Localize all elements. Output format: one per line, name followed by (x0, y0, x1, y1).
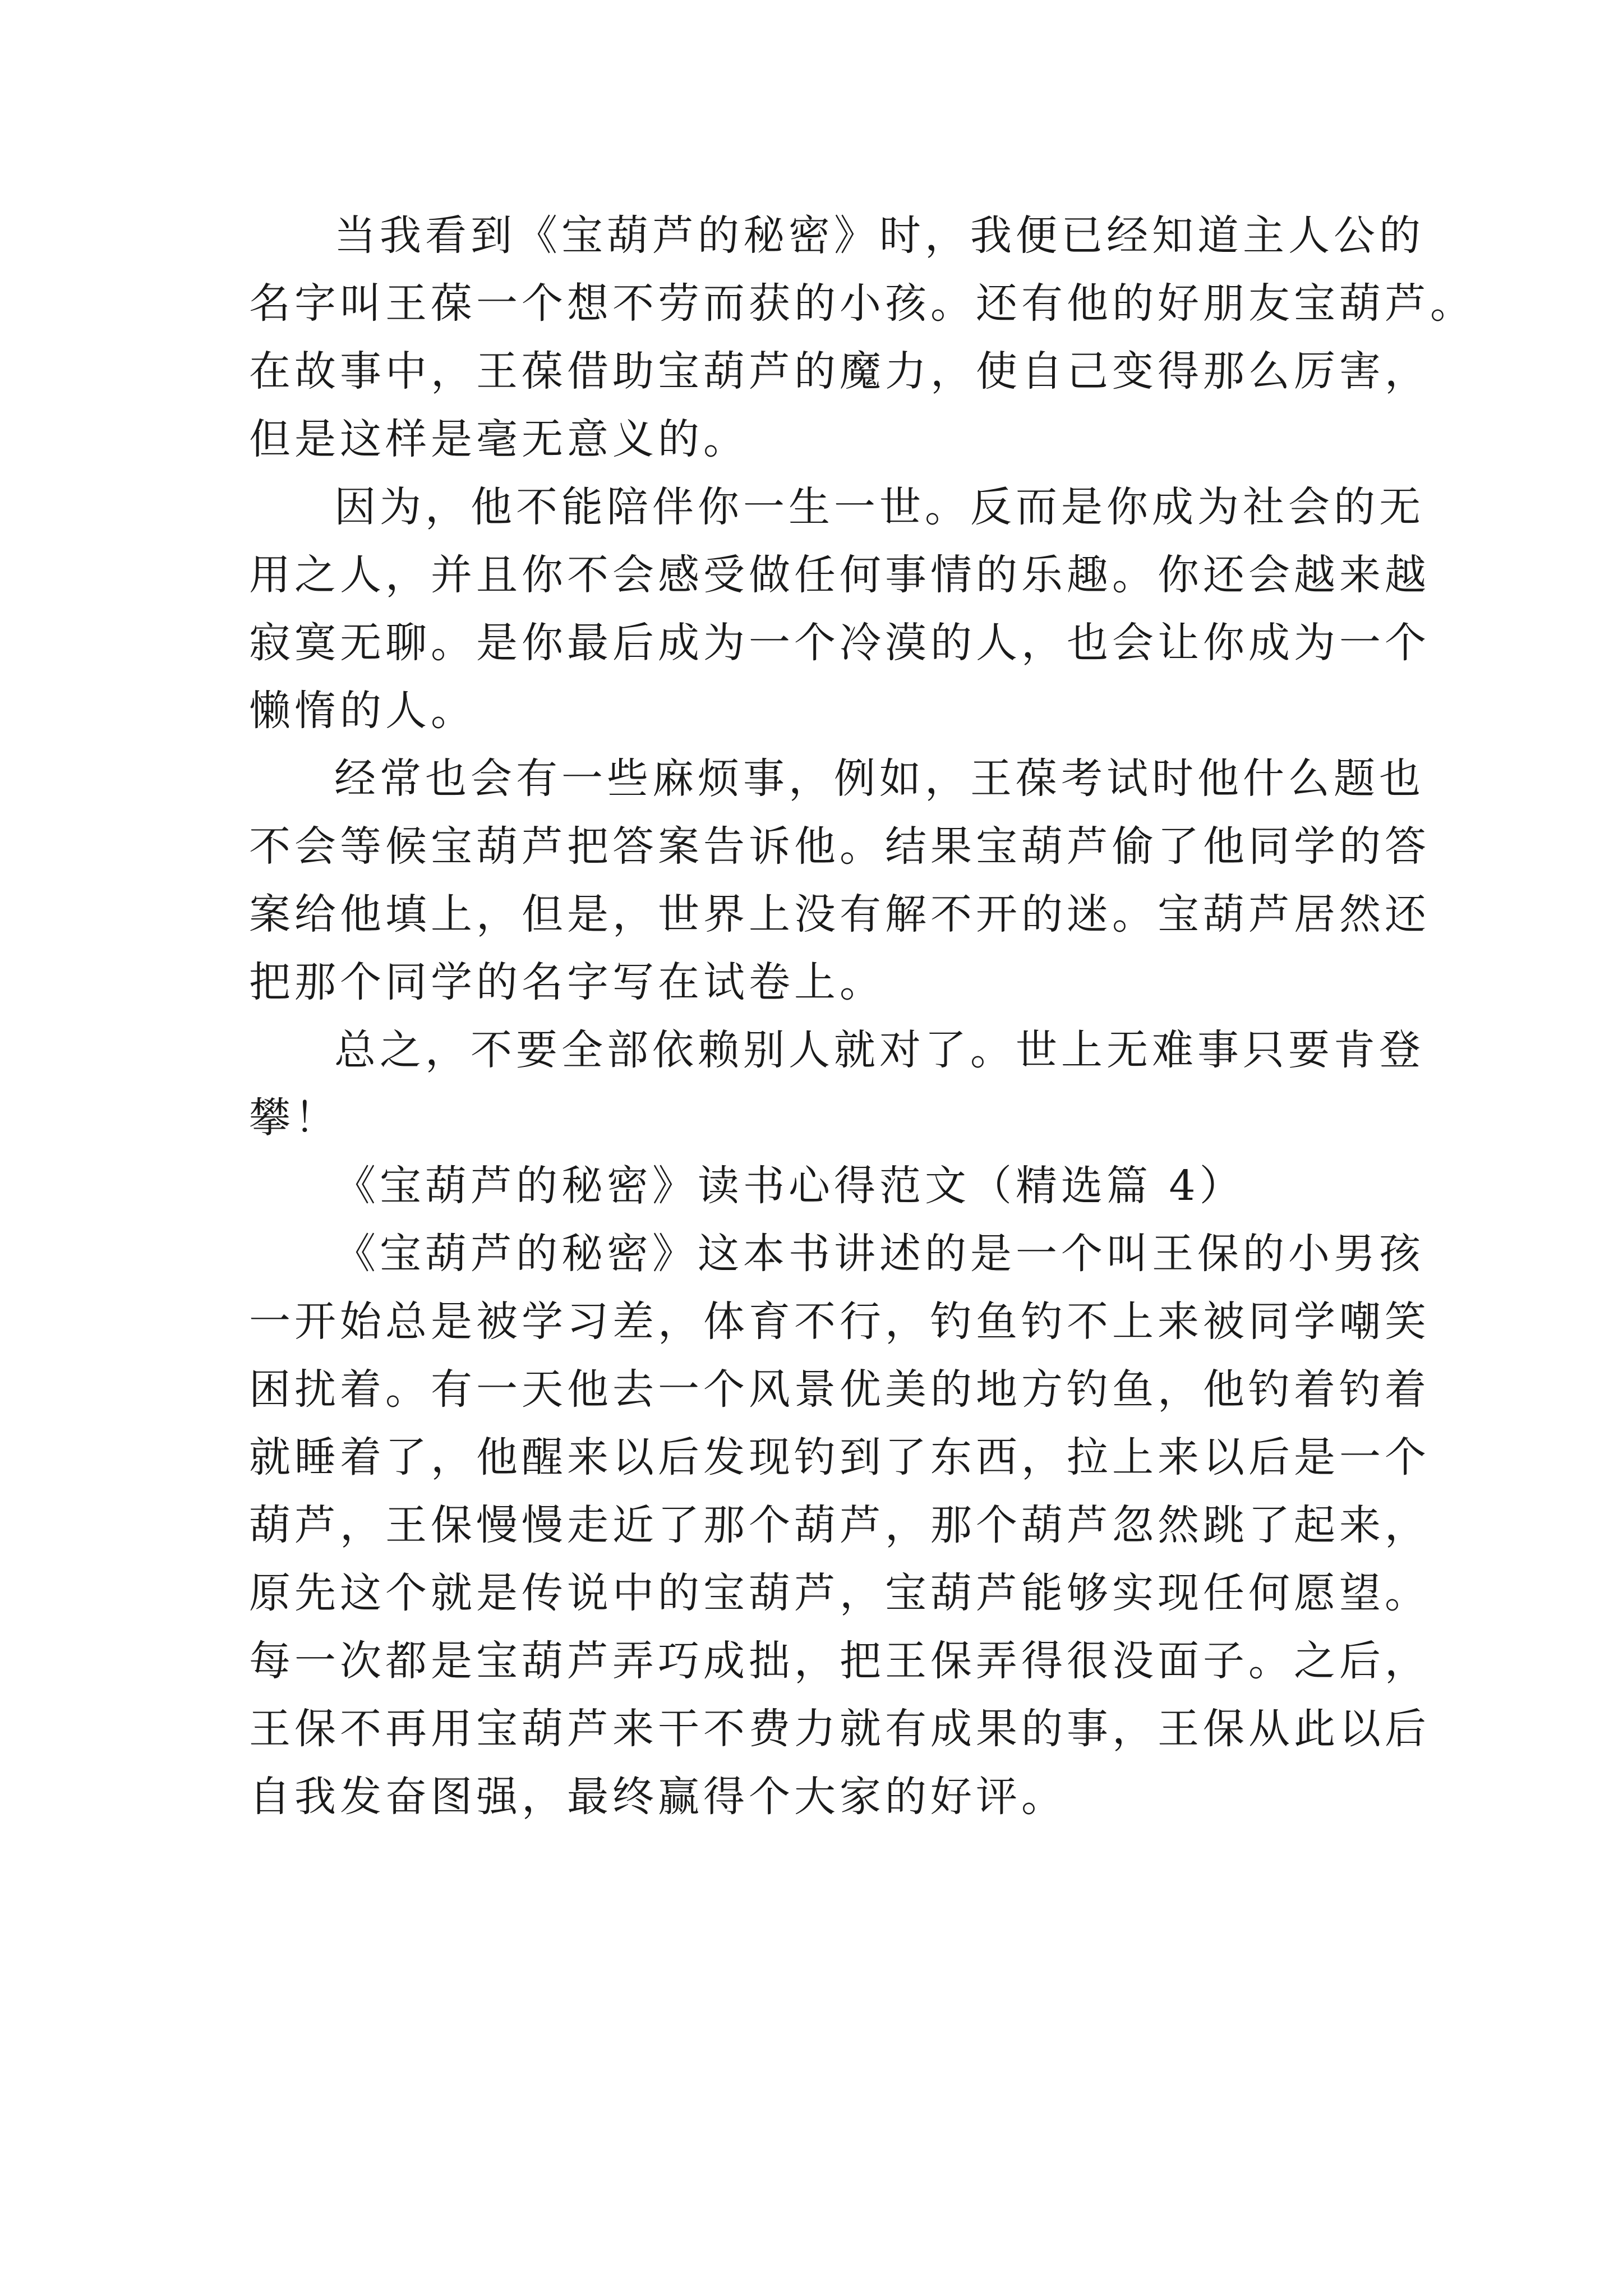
section-heading: 《宝葫芦的秘密》读书心得范文（精选篇 4） (334, 1162, 1245, 1210)
paragraph-5-line-5: 葫芦，王保慢慢走近了那个葫芦，那个葫芦忽然跳了起来， (249, 1501, 1430, 1549)
paragraph-5-line-2: 一开始总是被学习差，体育不行，钓鱼钓不上来被同学嘲笑 (249, 1297, 1430, 1346)
paragraph-2-line-4: 懒惰的人。 (249, 687, 476, 735)
paragraph-5-line-4: 就睡着了，他醒来以后发现钓到了东西，拉上来以后是一个 (249, 1433, 1430, 1481)
paragraph-3-line-4: 把那个同学的名字写在试卷上。 (249, 958, 885, 1006)
paragraph-1-line-4: 但是这样是毫无意义的。 (249, 415, 749, 463)
paragraph-3-line-3: 案给他填上，但是，世界上没有解不开的迷。宝葫芦居然还 (249, 890, 1430, 938)
paragraph-2-line-3: 寂寞无聊。是你最后成为一个冷漠的人，也会让你成为一个 (249, 619, 1430, 667)
document-body (249, 202, 1476, 1831)
paragraph-5-line-3: 困扰着。有一天他去一个风景优美的地方钓鱼，他钓着钓着 (249, 1365, 1430, 1414)
paragraph-4-line-2: 攀！ (249, 1094, 340, 1142)
paragraph-1-line-3: 在故事中，王葆借助宝葫芦的魔力，使自己变得那么厉害， (249, 347, 1430, 395)
paragraph-3-line-2: 不会等候宝葫芦把答案告诉他。结果宝葫芦偷了他同学的答 (249, 822, 1430, 871)
paragraph-2-line-2: 用之人，并且你不会感受做任何事情的乐趣。你还会越来越 (249, 551, 1430, 599)
paragraph-3-line-1: 经常也会有一些麻烦事，例如，王葆考试时他什么题也 (334, 754, 1424, 803)
paragraph-4-line-1: 总之，不要全部依赖别人就对了。世上无难事只要肯登 (334, 1026, 1424, 1074)
paragraph-5-line-6: 原先这个就是传说中的宝葫芦，宝葫芦能够实现任何愿望。 (249, 1569, 1430, 1617)
paragraph-5-line-1: 《宝葫芦的秘密》这本书讲述的是一个叫王保的小男孩 (334, 1230, 1424, 1278)
paragraph-1-line-1: 当我看到《宝葫芦的秘密》时，我便已经知道主人公的 (334, 211, 1424, 260)
paragraph-2-line-1: 因为，他不能陪伴你一生一世。反而是你成为社会的无 (334, 483, 1424, 531)
paragraph-5-line-7: 每一次都是宝葫芦弄巧成拙，把王保弄得很没面子。之后， (249, 1637, 1430, 1685)
paragraph-1-line-2: 名字叫王葆一个想不劳而获的小孩。还有他的好朋友宝葫芦。 (249, 279, 1476, 328)
paragraph-5-line-9: 自我发奋图强，最终赢得个大家的好评。 (249, 1773, 1067, 1821)
paragraph-5-line-8: 王保不再用宝葫芦来干不费力就有成果的事，王保从此以后 (249, 1705, 1430, 1753)
